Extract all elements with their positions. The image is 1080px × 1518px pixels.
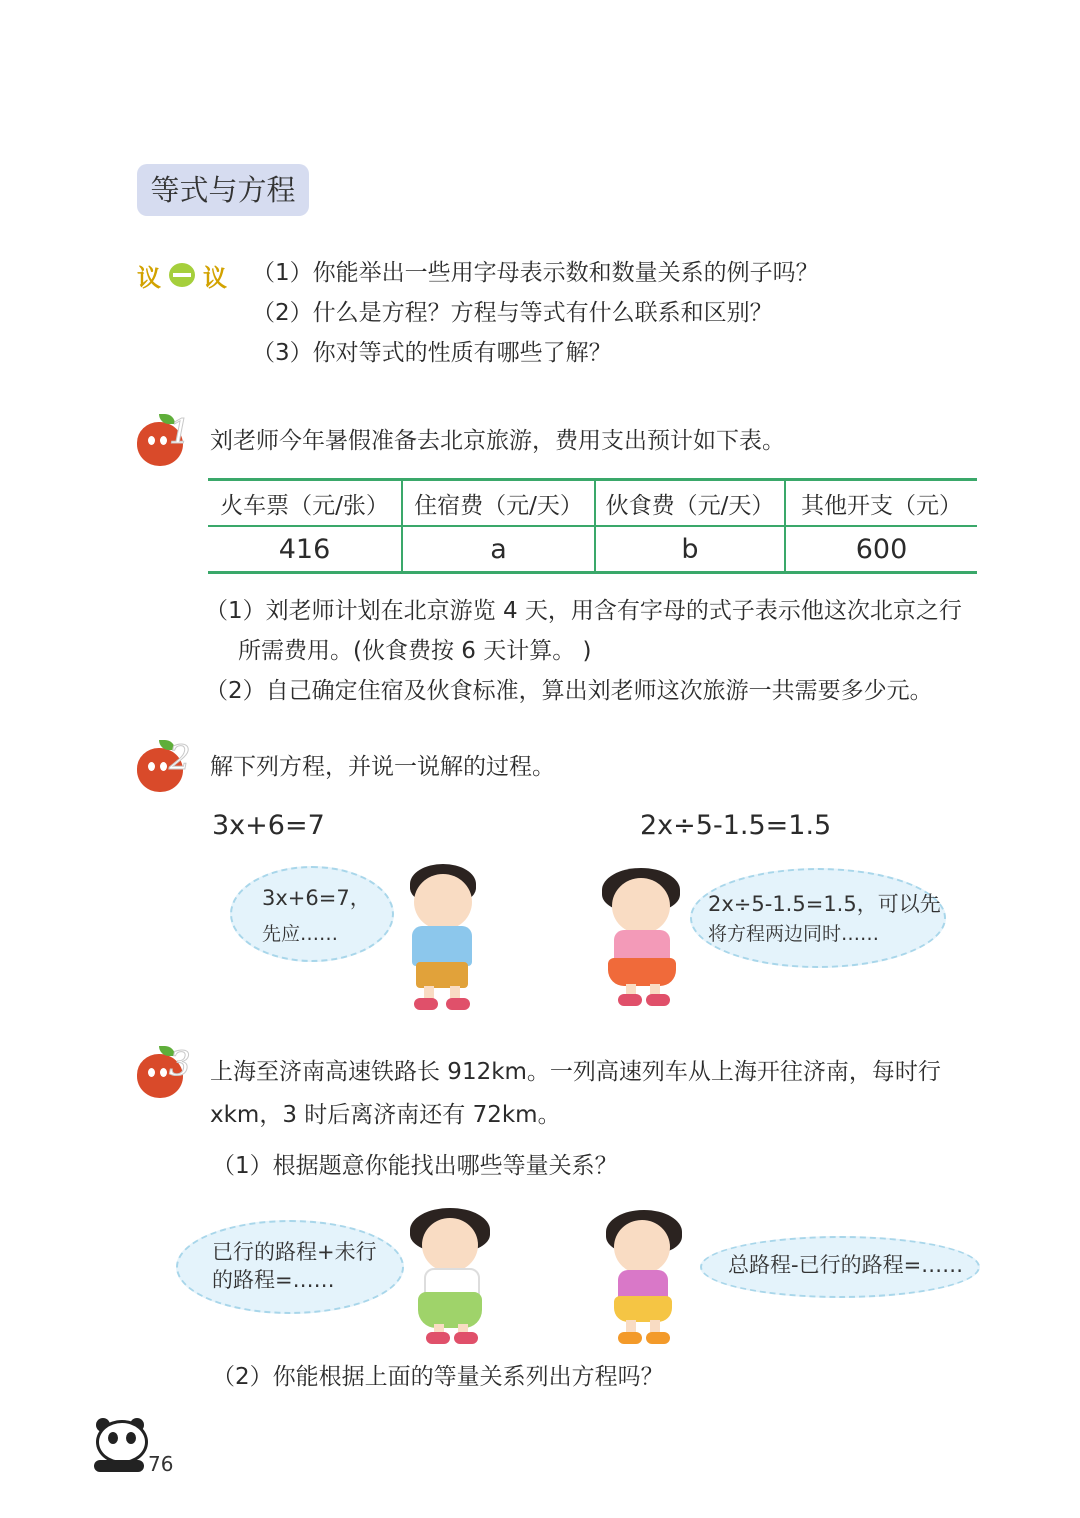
problem-1-question-1-line-1: （1）刘老师计划在北京游览 4 天，用含有字母的式子表示他这次北京之行 xyxy=(205,598,962,624)
speech-bubble-girl-line-1: 2x÷5-1.5=1.5，可以先 xyxy=(708,892,941,916)
apple-eye-right xyxy=(160,1068,167,1077)
girl-green-shoe xyxy=(454,1332,478,1344)
problem-3-text-line-1: 上海至济南高速铁路长 912km。一列高速列车从上海开往济南，每时行 xyxy=(210,1059,941,1085)
speech-bubble-girl-green-line-2: 的路程=…… xyxy=(212,1268,335,1292)
discuss-label xyxy=(137,258,229,292)
fee-table-cell: 600 xyxy=(785,526,977,573)
girl-face xyxy=(612,878,670,934)
fee-table-header: 其他开支（元） xyxy=(785,480,977,527)
girl-pink-shoe xyxy=(618,1332,642,1344)
panda-eye-right xyxy=(126,1432,136,1444)
section-title: 等式与方程 xyxy=(137,164,309,216)
problem-1-text: 刘老师今年暑假准备去北京旅游，费用支出预计如下表。 xyxy=(210,428,785,454)
discuss-question-1: （1）你能举出一些用字母表示数和数量关系的例子吗？ xyxy=(252,260,819,286)
discuss-question-3: （3）你对等式的性质有哪些了解？ xyxy=(252,340,612,366)
equation-right: 2x÷5-1.5=1.5 xyxy=(640,810,832,841)
fee-table-cell: 416 xyxy=(208,526,402,573)
apple-eye-right xyxy=(160,762,167,771)
boy-illustration xyxy=(390,860,500,1010)
apple-eye-left xyxy=(148,1068,155,1077)
speech-bubble-girl-green-line-1: 已行的路程+未行 xyxy=(212,1240,377,1264)
girl-pink-skirt xyxy=(614,1296,672,1322)
boy-shorts xyxy=(416,962,468,988)
discuss-label-dash xyxy=(173,273,191,277)
panda-eye-left xyxy=(108,1432,118,1444)
problem-2-number: 2 xyxy=(169,738,191,778)
fee-table-header-row xyxy=(208,480,977,527)
fee-table-cell: a xyxy=(402,526,595,573)
girl-green-dress xyxy=(418,1292,482,1328)
boy-face xyxy=(414,874,472,930)
fee-table-cell: b xyxy=(595,526,785,573)
boy-shirt xyxy=(412,926,472,966)
discuss-label-char-1: 议 xyxy=(137,264,161,292)
girl-pink-illustration xyxy=(598,1206,690,1346)
panda-body xyxy=(94,1460,144,1472)
fee-table xyxy=(208,478,977,574)
girl-green-face xyxy=(422,1218,478,1272)
speech-bubble-girl-pink-text: 总路程-已行的路程=…… xyxy=(728,1253,964,1277)
problem-1-question-1-line-2: 所需费用。(伙食费按 6 天计算。 ) xyxy=(238,638,592,664)
girl-pink-shoe xyxy=(646,1332,670,1344)
fee-table-header: 伙食费（元/天） xyxy=(595,480,785,527)
discuss-label-char-3: 议 xyxy=(203,264,227,292)
problem-1-number: 1 xyxy=(169,412,191,452)
girl-shoe xyxy=(618,994,642,1006)
problem-3-badge xyxy=(135,1044,205,1100)
problem-3-question-1: （1）根据题意你能找出哪些等量关系？ xyxy=(212,1153,618,1179)
page-number: 76 xyxy=(148,1452,174,1476)
problem-1-badge xyxy=(135,412,205,468)
apple-eye-left xyxy=(148,762,155,771)
girl-pink-face xyxy=(614,1220,670,1274)
problem-2-text: 解下列方程，并说一说解的过程。 xyxy=(210,754,555,780)
problem-1-question-2: （2）自己确定住宿及伙食标准，算出刘老师这次旅游一共需要多少元。 xyxy=(205,678,933,704)
girl-shoe xyxy=(646,994,670,1006)
equation-left: 3x+6=7 xyxy=(212,810,325,841)
problem-3-number: 3 xyxy=(169,1044,191,1084)
panda-icon xyxy=(96,1420,148,1464)
apple-eye-left xyxy=(148,436,155,445)
speech-bubble-boy-line-1: 3x+6=7， xyxy=(262,886,371,910)
girl-green-shoe xyxy=(426,1332,450,1344)
problem-2-badge xyxy=(135,738,205,794)
problem-3-text-line-2: xkm，3 时后离济南还有 72km。 xyxy=(210,1102,561,1128)
fee-table-value-row xyxy=(208,526,977,573)
fee-table-header: 火车票（元/张） xyxy=(208,480,402,527)
girl-skirt xyxy=(608,958,676,986)
problem-3-question-2: （2）你能根据上面的等量关系列出方程吗？ xyxy=(212,1364,664,1390)
apple-eye-right xyxy=(160,436,167,445)
speech-bubble-girl-line-2: 将方程两边同时…… xyxy=(708,923,880,945)
girl-illustration xyxy=(588,862,698,1008)
discuss-question-2: （2）什么是方程？方程与等式有什么联系和区别？ xyxy=(252,300,773,326)
girl-green-illustration xyxy=(400,1204,506,1346)
speech-bubble-boy-line-2: 先应…… xyxy=(262,923,339,945)
fee-table-header: 住宿费（元/天） xyxy=(402,480,595,527)
boy-shoe xyxy=(414,998,438,1010)
boy-shoe xyxy=(446,998,470,1010)
